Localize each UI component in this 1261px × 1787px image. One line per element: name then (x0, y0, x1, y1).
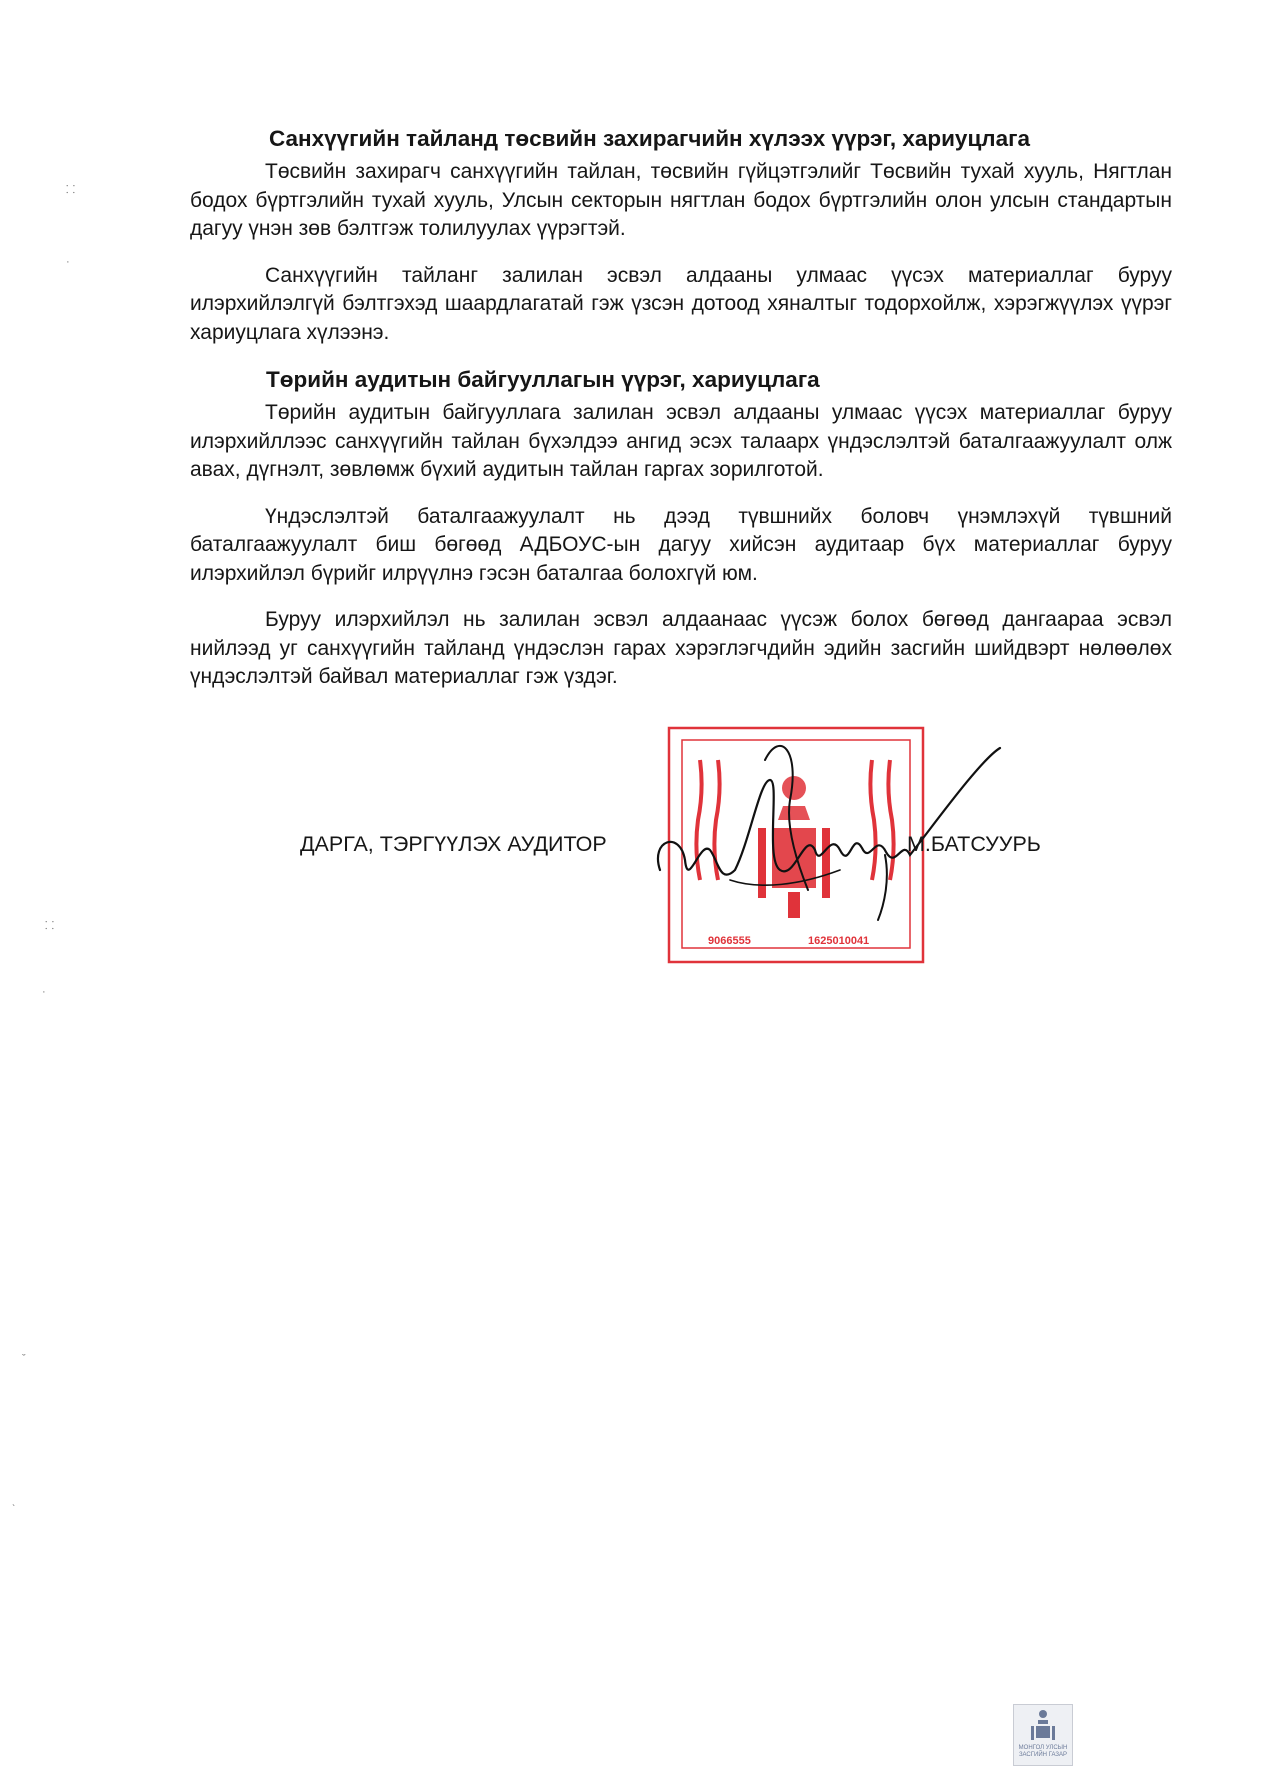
heading-budget-manager-responsibility: Санхүүгийн тайланд төсвийн захирагчийн хүлээх үүрэг, хариуцлага (269, 126, 1030, 151)
government-logo (1013, 1704, 1073, 1766)
handwritten-signature (640, 720, 1020, 940)
margin-mark: · (42, 986, 46, 998)
heading-audit-office-responsibility: Төрийн аудитын байгууллагын үүрэг, хариуцлага (266, 367, 820, 392)
paragraph-internal-control: Санхүүгийн тайланг залилан эсвэл алдааны улмаас үүсэх материаллаг буруу илэрхийлэлгүй бэлтгэхэд шаардлагатай гэж үзсэн дотоод хяналтыг тодорхойлж, хэрэгжүүлэх үүрэг хариуцлага хүлээнэ. (190, 263, 1172, 344)
margin-mark: ⸬ (45, 920, 55, 932)
margin-mark: ⸬ (66, 184, 76, 196)
signatory-name: М.БАТСУУРЬ (907, 832, 1041, 856)
stamp-number-right: 1625010041 (808, 935, 870, 947)
paragraph-budget-manager-duty: Төсвийн захирагч санхүүгийн тайлан, төсвийн гүйцэтгэлийг Төсвийн тухай хууль, Нягтлан бодох бүртгэлийн тухай хууль, Улсын секторын нягтлан бодох бүртгэлийн олон улсын стандартын дагуу үнэн зөв бэлтгэж толилуулах үүрэгтэй. (190, 160, 1172, 240)
signatory-title: ДАРГА, ТЭРГҮҮЛЭХ АУДИТОР (300, 832, 607, 856)
margin-mark: · (66, 256, 70, 268)
soyombo-icon (1014, 1705, 1072, 1745)
margin-mark: ˎ (12, 1495, 16, 1507)
document-body (190, 124, 1172, 710)
paragraph-reasonable-assurance: Үндэслэлтэй баталгаажуулалт нь дээд түвшнийх боловч үнэмлэхүй түвшний баталгаажуулалт биш бөгөөд АДБОУС-ын дагуу хийсэн аудитаар бүх материаллаг буруу илэрхийлэл бүрийг илрүүлнэ гэсэн баталгаа болохгүй юм. (190, 504, 1172, 585)
logo-text-line-2: ЗАСГИЙН ГАЗАР (1018, 1752, 1068, 1758)
stamp-number-left: 9066555 (708, 935, 751, 947)
logo-text-line-1: МОНГОЛ УЛСЫН (1018, 1745, 1068, 1751)
paragraph-misstatement: Буруу илэрхийлэл нь залилан эсвэл алдаанаас үүсэж болох бөгөөд дангаараа эсвэл нийлээд уг санхүүгийн тайланд үндэслэн гарах хэрэглэгчдийн эдийн засгийн шийдвэрт нөлөөлөх үндэслэлтэй байвал материаллаг гэж үздэг. (190, 608, 1172, 688)
paragraph-audit-objective: Төрийн аудитын байгууллага залилан эсвэл алдааны улмаас үүсэх материаллаг буруу илэрхийллээс санхүүгийн тайлан бүхэлдээ ангид эсэх талаарх үндэслэлтэй баталгаажуулалт олж авах, дүгнэлт, зөвлөмж бүхий аудитын тайлан гаргах зорилготой. (190, 401, 1172, 481)
margin-mark: ˬ (22, 1344, 26, 1356)
